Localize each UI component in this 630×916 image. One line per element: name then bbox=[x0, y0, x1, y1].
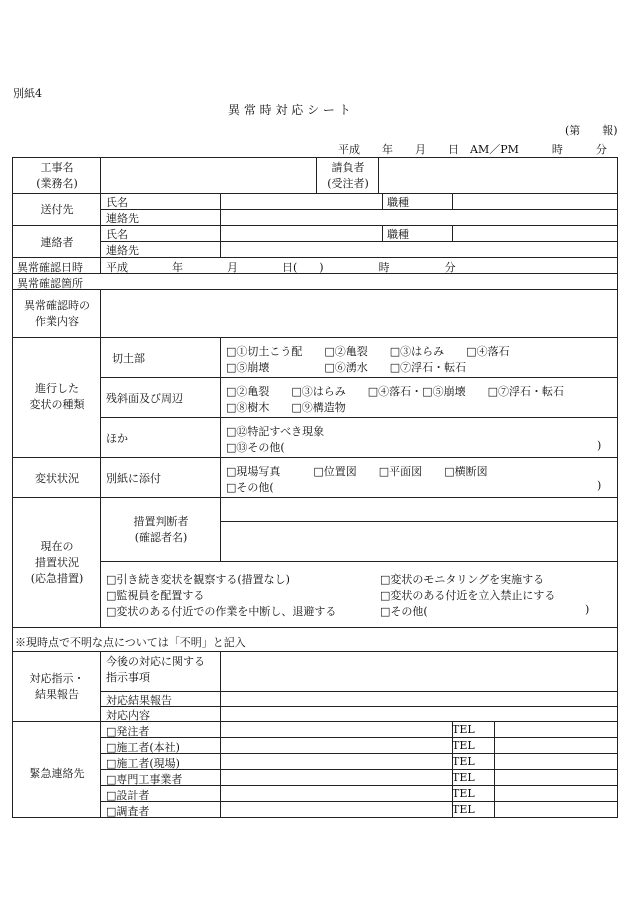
emergency-contact-item: □発注者 bbox=[106, 725, 150, 738]
status-options-line1: □現場写真 □位置図 □平面図 □横断図 bbox=[226, 465, 488, 478]
emergency-tel-label: TEL bbox=[452, 723, 475, 736]
reporter-job-label: 職種 bbox=[387, 228, 409, 241]
measure-option-1: □引き続き変状を観察する(措置なし) bbox=[106, 573, 290, 586]
emergency-tel-label: TEL bbox=[452, 787, 475, 800]
confirm-place-label: 異常確認箇所 bbox=[17, 277, 83, 290]
reporter-contact-label: 連絡先 bbox=[106, 244, 139, 257]
judge-label: 措置判断者 (確認者名) bbox=[133, 515, 189, 544]
reporter-name-label: 氏名 bbox=[106, 228, 128, 241]
status-options-line2: □その他( bbox=[226, 481, 274, 494]
report-date-line: 平成 年 月 日 AM／PM 時 分 bbox=[338, 143, 607, 156]
project-name-label: 工事名 (業務名) bbox=[36, 161, 78, 190]
instruction-label: 今後の対応に関する 指示事項 bbox=[106, 655, 205, 684]
send-to-name-label: 氏名 bbox=[106, 196, 128, 209]
emergency-tel-label: TEL bbox=[452, 803, 475, 816]
measure-option-5: □変状のある付近を立入禁止にする bbox=[380, 589, 556, 602]
report-number: (第 報) bbox=[565, 124, 618, 137]
emergency-contact-item: □設計者 bbox=[106, 789, 150, 802]
unknown-note: ※現時点で不明な点については「不明」と記入 bbox=[15, 636, 246, 649]
other-section-label: ほか bbox=[106, 432, 128, 445]
emergency-contact-item: □専門工事業者 bbox=[106, 773, 183, 786]
emergency-contact-item: □調査者 bbox=[106, 805, 150, 818]
send-to-label: 送付先 bbox=[40, 203, 74, 216]
cut-section-label: 切土部 bbox=[112, 352, 145, 365]
progress-type-label: 進行した 変状の種類 bbox=[29, 382, 85, 411]
contractor-label: 請負者 (受注者) bbox=[327, 161, 369, 190]
confirm-datetime-value: 平成 年 月 日( ) 時 分 bbox=[106, 261, 456, 274]
emergency-contact-item: □施工者(現場) bbox=[106, 757, 180, 770]
result-content-label: 対応内容 bbox=[106, 709, 150, 722]
slope-options-line1: □②亀裂 □③はらみ □④落石・□⑤崩壊 □⑦浮石・転石 bbox=[226, 385, 564, 398]
emergency-tel-label: TEL bbox=[452, 771, 475, 784]
other-options-line1: □⑫特記すべき現象 bbox=[226, 425, 325, 438]
result-report-label: 対応結果報告 bbox=[106, 694, 172, 707]
cut-options-line1: □①切土こう配 □②亀裂 □③はらみ □④落石 bbox=[226, 345, 510, 358]
cut-options-line2: □⑤崩壊 □⑥湧水 □⑦浮石・転石 bbox=[226, 361, 467, 374]
measure-option-6: □その他( bbox=[380, 605, 428, 618]
measure-close-paren: ) bbox=[585, 603, 590, 616]
send-to-contact-label: 連絡先 bbox=[106, 212, 139, 225]
response-label: 対応指示・ 結果報告 bbox=[29, 672, 85, 701]
slope-section-label: 残斜面及び周辺 bbox=[106, 392, 183, 405]
work-content-label: 異常確認時の 作業内容 bbox=[24, 299, 90, 328]
emergency-tel-label: TEL bbox=[452, 739, 475, 752]
abnormal-response-form bbox=[12, 157, 618, 818]
sheet-title: 異 常 時 対 応 シ ー ト bbox=[228, 103, 351, 117]
status-attach-label: 別紙に添付 bbox=[106, 472, 161, 485]
confirm-datetime-label: 異常確認日時 bbox=[17, 261, 83, 274]
emergency-contact-item: □施工者(本社) bbox=[106, 741, 180, 754]
send-to-job-label: 職種 bbox=[387, 196, 409, 209]
reporter-label: 連絡者 bbox=[40, 236, 74, 249]
emergency-label: 緊急連絡先 bbox=[29, 767, 85, 780]
other-options-line2: □⑬その他( bbox=[226, 441, 285, 454]
other-close-paren: ) bbox=[597, 439, 602, 452]
emergency-tel-label: TEL bbox=[452, 755, 475, 768]
status-label: 変状状況 bbox=[35, 472, 79, 485]
measure-option-2: □監視員を配置する bbox=[106, 589, 205, 602]
measure-option-3: □変状のある付近での作業を中断し、退避する bbox=[106, 605, 337, 618]
current-measures-label: 現在の 措置状況 (応急措置) bbox=[30, 540, 84, 585]
attachment-label: 別紙4 bbox=[13, 87, 42, 100]
measure-option-4: □変状のモニタリングを実施する bbox=[380, 573, 545, 586]
status-close-paren: ) bbox=[597, 479, 602, 492]
slope-options-line2: □⑧樹木 □⑨構造物 bbox=[226, 401, 346, 414]
